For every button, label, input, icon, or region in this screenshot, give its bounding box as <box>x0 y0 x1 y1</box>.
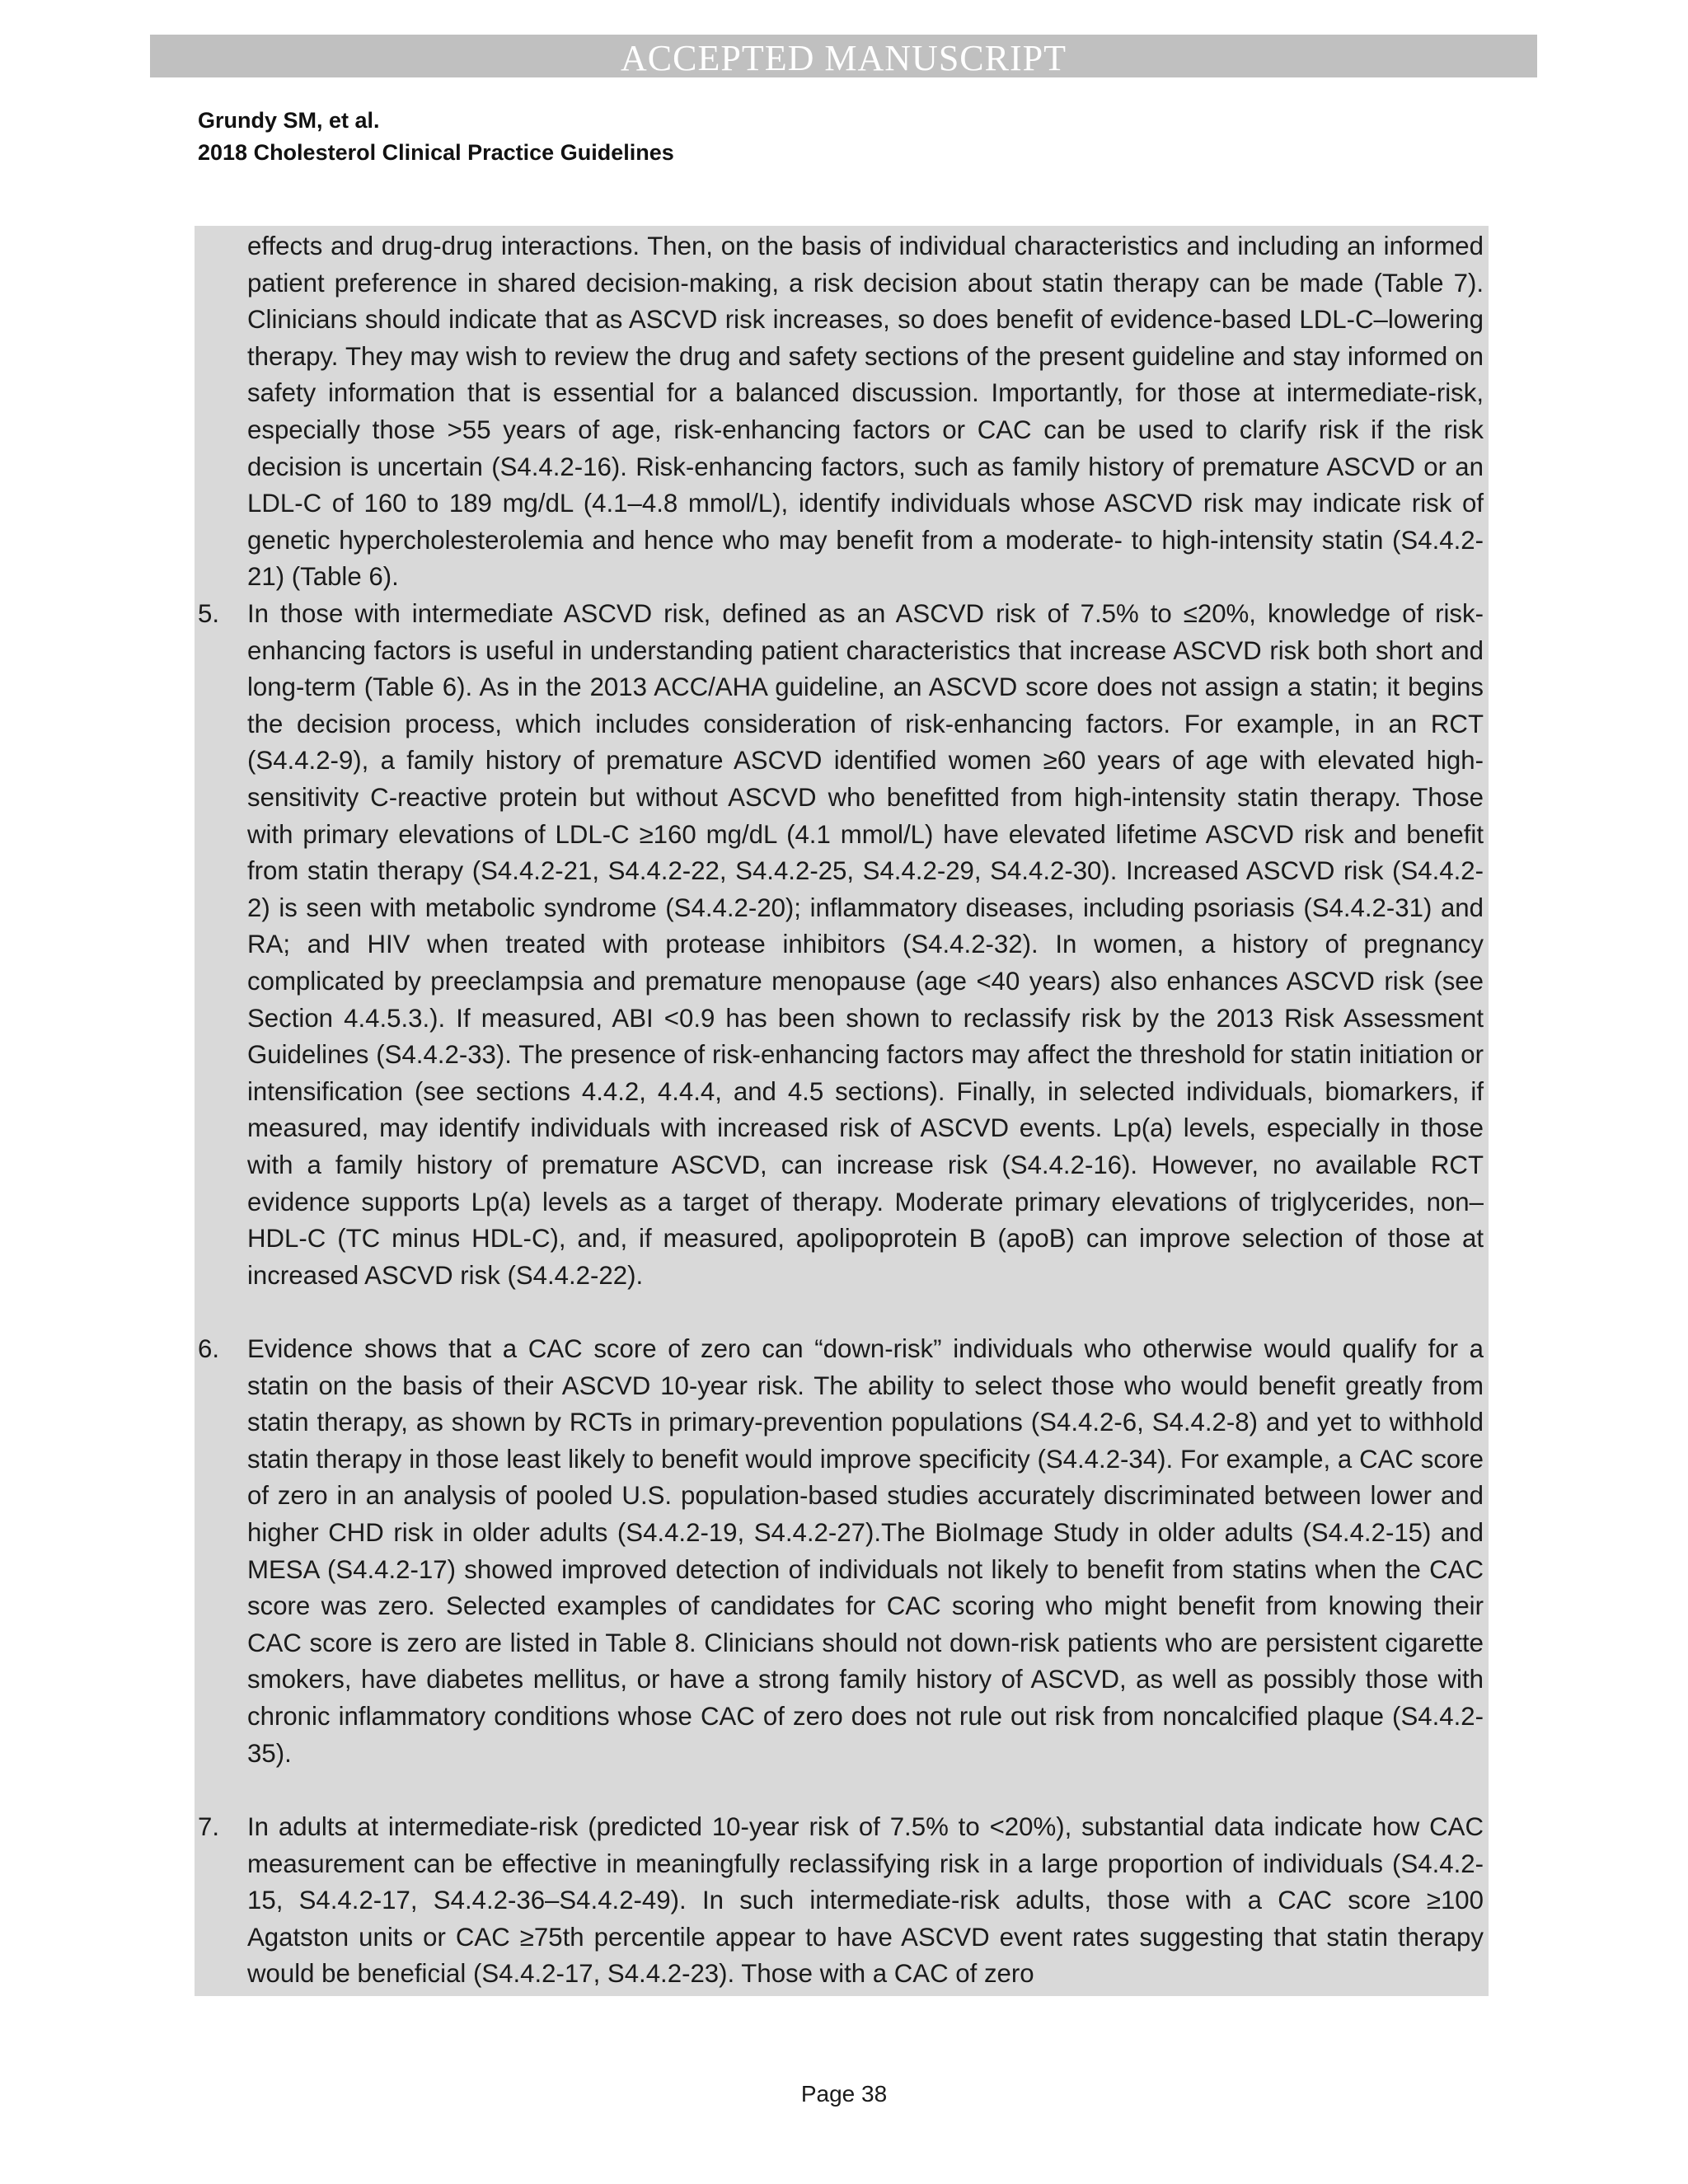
list-item-number-5: 5. <box>198 599 220 628</box>
running-head-author: Grundy SM, et al. <box>198 108 380 133</box>
list-item-number-6: 6. <box>198 1334 220 1363</box>
banner-text: ACCEPTED MANUSCRIPT <box>621 38 1067 78</box>
continuation-paragraph: effects and drug-drug interactions. Then, on the basis of individual characteristics and including an informed patient preference in shared decision-making, a risk decision about statin therapy can be made (Table 7). Clinicians should indicate that as ASCVD risk increases, so does benefit of evidence-based LDL-C–lowering therapy. They may wish to review the drug and safety sections of the present guideline and stay informed on safety information that is essential for a balanced discussion. Importantly, for those at intermediate-risk, especially those >55 years of age, risk-enhancing factors or CAC can be used to clarify risk if the risk decision is uncertain (S4.4.2-16). Risk-enhancing factors, such as family history of premature ASCVD or an LDL-C of 160 to 189 mg/dL (4.1–4.8 mmol/L), identify individuals whose ASCVD risk may indicate risk of genetic hypercholesterolemia and hence who may benefit from a moderate- to high-intensity statin (S4.4.2-21) (Table 6). <box>247 232 1484 592</box>
list-item-6-text: Evidence shows that a CAC score of zero can “down-risk” individuals who otherwise would qualify for a statin on the basis of their ASCVD 10-year risk. The ability to select those who would benefit greatly from statin therapy, as shown by RCTs in primary-prevention populations (S4.4.2-6, S4.4.2-8) and yet to withhold statin therapy in those least likely to benefit would improve specificity (S4.4.2-34). For example, a CAC score of zero in an analysis of pooled U.S. population-based studies accurately discriminated between lower and higher CHD risk in older adults (S4.4.2-19, S4.4.2-27).The BioImage Study in older adults (S4.4.2-15) and MESA (S4.4.2-17) showed improved detection of individuals not likely to benefit from statins when the CAC score was zero. Selected examples of candidates for CAC scoring who might benefit from knowing their CAC score is zero are listed in Table 8. Clinicians should not down-risk patients who are persistent cigarette smokers, have diabetes mellitus, or have a strong family history of ASCVD, as well as possibly those with chronic inflammatory conditions whose CAC of zero does not rule out risk from noncalcified plaque (S4.4.2-35). <box>247 1334 1484 1768</box>
accepted-manuscript-banner <box>150 35 1537 77</box>
running-head <box>198 105 674 169</box>
list-item-5-text: In those with intermediate ASCVD risk, defined as an ASCVD risk of 7.5% to ≤20%, knowledge of risk-enhancing factors is useful in understanding patient characteristics that increase ASCVD risk both short and long-term (Table 6). As in the 2013 ACC/AHA guideline, an ASCVD score does not assign a statin; it begins the decision process, which includes consideration of risk-enhancing factors. For example, in an RCT (S4.4.2-9), a family history of premature ASCVD identified women ≥60 years of age with elevated high-sensitivity C-reactive protein but without ASCVD who benefitted from high-intensity statin therapy. Those with primary elevations of LDL-C ≥160 mg/dL (4.1 mmol/L) have elevated lifetime ASCVD risk and benefit from statin therapy (S4.4.2-21, S4.4.2-22, S4.4.2-25, S4.4.2-29, S4.4.2-30). Increased ASCVD risk (S4.4.2-2) is seen with metabolic syndrome (S4.4.2-20); inflammatory diseases, including psoriasis (S4.4.2-31) and RA; and HIV when treated with protease inhibitors (S4.4.2-32). In women, a history of pregnancy complicated by preeclampsia and premature menopause (age <40 years) also enhances ASCVD risk (see Section 4.4.5.3.). If measured, ABI <0.9 has been shown to reclassify risk by the 2013 Risk Assessment Guidelines (S4.4.2-33). The presence of risk-enhancing factors may affect the threshold for statin initiation or intensification (see sections 4.4.2, 4.4.4, and 4.5 sections). Finally, in selected individuals, biomarkers, if measured, may identify individuals with increased risk of ASCVD events. Lp(a) levels, especially in those with a family history of premature ASCVD, can increase risk (S4.4.2-16). However, no available RCT evidence supports Lp(a) levels as a target of therapy. Moderate primary elevations of triglycerides, non–HDL-C (TC minus HDL-C), and, if measured, apolipoprotein B (apoB) can improve selection of those at increased ASCVD risk (S4.4.2-22). <box>247 599 1484 1290</box>
list-item-number-7: 7. <box>198 1812 220 1841</box>
running-head-title: 2018 Cholesterol Clinical Practice Guidelines <box>198 140 674 165</box>
list-item-7-text: In adults at intermediate-risk (predicted 10-year risk of 7.5% to <20%), substantial data indicate how CAC measurement can be effective in meaningfully reclassifying risk in a large proportion of individuals (S4.4.2-15, S4.4.2-17, S4.4.2-36–S4.4.2-49). In such intermediate-risk adults, those with a CAC score ≥100 Agatston units or CAC ≥75th percentile appear to have ASCVD event rates suggesting that statin therapy would be beneficial (S4.4.2-17, S4.4.2-23). Those with a CAC of zero <box>247 1812 1484 1989</box>
page-number: Page 38 <box>800 2081 888 2107</box>
